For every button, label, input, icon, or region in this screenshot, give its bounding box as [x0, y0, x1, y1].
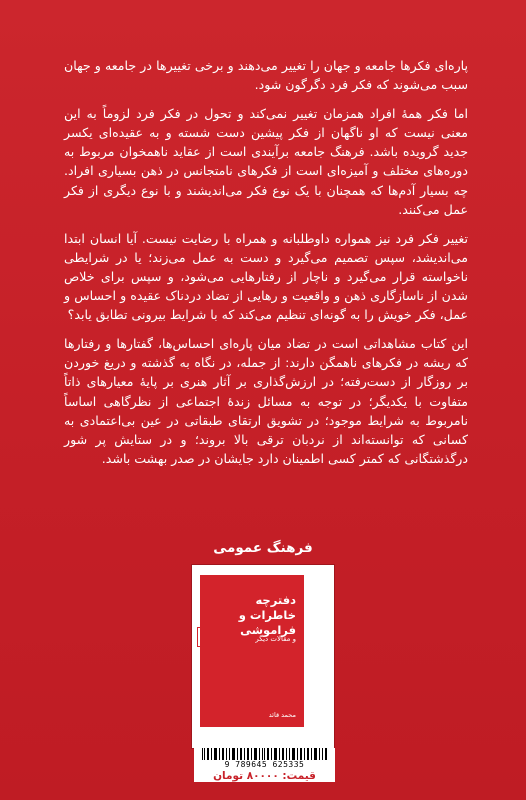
- thumbnail-subtitle: و مقالات دیگر: [255, 635, 296, 643]
- thumbnail-author: محمد قائد: [268, 711, 296, 719]
- blurb-paragraph-2: اما فکر همهٔ افراد همزمان تغییر نمی‌کند و تحول در فکر فرد لزوماً به این معنی نیست که او ناگهان از فکر پیشین دست شسته و به عقیده‌ای یکسر جدید گرویده باشد. فرهنگ جامعه برآیندی است از عقاید ناهمخوان مربوط به دوره‌های مختلف و آمیزه‌ای است از فکرهای نامتجانس در ذهن بسیاری افراد. چه بسیار آدم‌ها که همچنان با یک نوع فکر می‌اندیشند و با نوع دیگری از فکر عمل می‌کنند.: [64, 106, 468, 217]
- barcode-panel: [194, 748, 335, 782]
- price-label: قیمت: ۸۰۰۰۰ تومان: [213, 770, 316, 782]
- publisher-logo-icon: [197, 627, 213, 647]
- series-name: فرهنگ عمومی: [213, 540, 313, 556]
- barcode-icon: [202, 748, 327, 760]
- isbn-number: 9 789645 625335: [224, 760, 305, 769]
- front-cover-thumbnail: [192, 565, 334, 748]
- thumbnail-red-panel: [200, 575, 304, 727]
- blurb-paragraph-1: پاره‌ای فکرها جامعه و جهان را تغییر می‌دهند و برخی تغییرها در جامعه و جهان سبب می‌شوند که فکر فرد دگرگون شود.: [64, 58, 468, 93]
- thumbnail-title: دفترچه خاطرات و فراموشی: [238, 593, 296, 637]
- blurb-text: [64, 56, 468, 478]
- blurb-paragraph-4: این کتاب مشاهداتی است در تضاد میان پاره‌ای احساس‌ها، گفتارها و رفتارها که ریشه در فکرهای ناهمگن دارند: از جمله، در نگاه به گذشته و دریغ خوردن بر روزگار از دست‌رفته؛ در ارزش‌گذاری بر آثار هنری بر پایهٔ معیارهای ذاتاً متفاوت با یکدیگر؛ در توجه به مسائل زندهٔ اجتماعی از نظرگاهی اساساً نامربوط به شرایط موجود؛ در تشویق ارتقای طبقاتی در عین بی‌اعتمادی به کسانی که توانسته‌اند از نردبان ترقی بالا بروند؛ و در ستایش پر شور درگذشتگانی که کمتر کسی اطمینان دارد جایشان در صدر بهشت باشد.: [64, 336, 468, 466]
- blurb-paragraph-3: تغییر فکر فرد نیز همواره داوطلبانه و همراه با رضایت نیست. آیا انسان ابتدا می‌اندیشد، سپس تصمیم می‌گیرد و دست به عمل می‌زند؛ یا در شرایطی ناخواسته قرار می‌گیرد و ناچار از رفتارهایی می‌شود، و سپس برای خلاص شدن از ناسازگاری ذهن و واقعیت و رهایی از تضاد دردناک عقیده و احساس و عمل، فکر خویش را به گونه‌ای تنظیم می‌کند که با شرایط بیرونی تطابق یابد؟: [64, 230, 468, 323]
